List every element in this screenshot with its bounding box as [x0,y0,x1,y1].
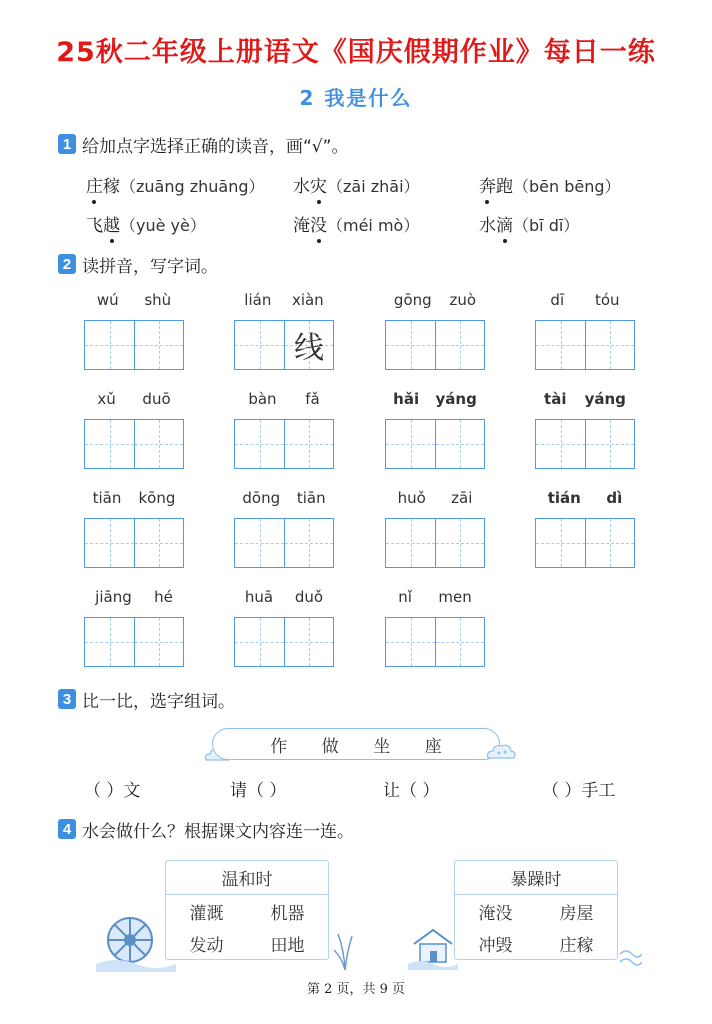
written-character [436,321,484,369]
question-2-header [58,253,218,275]
written-character [586,519,634,567]
pinyin-syllable: fǎ [305,390,320,408]
written-character [386,420,435,468]
written-character [235,519,284,567]
pinyin-syllable: nǐ [398,588,412,606]
written-character [436,618,484,666]
fill-blank-item[interactable]: 让（ ） [383,781,440,801]
written-character [135,618,183,666]
tian-zi-grid [84,518,184,568]
board-title: 温和时 [166,861,328,895]
match-item[interactable]: 灌溉 [189,903,224,924]
item-pinyin-options: （yuè yè） [120,216,206,235]
tian-zi-grid [535,518,635,568]
match-item[interactable]: 房屋 [559,903,594,924]
match-item[interactable]: 淹没 [478,903,513,924]
question-instruction: 读拼音，写字词。 [82,256,218,277]
pinyin-syllable: lián [244,291,272,309]
item-word: 飞越 [86,216,120,236]
character-options-banner [212,728,500,760]
option-char: 坐 [373,736,391,757]
option-char: 做 [321,736,339,757]
pinyin-syllable: dì [606,489,623,507]
fill-blank-item[interactable]: （ ）文 [84,781,141,801]
written-character [85,420,134,468]
writing-cell [234,390,334,469]
character-box[interactable] [235,321,284,369]
writing-cell [385,489,485,568]
pinyin-syllable: xiàn [291,291,324,309]
pinyin-syllable: men [438,588,472,606]
character-box[interactable] [435,519,484,567]
question-instruction: 给加点字选择正确的读音，画“√”。 [82,136,349,157]
written-character [135,519,183,567]
gentle-water-board [165,860,329,960]
character-box[interactable] [435,321,484,369]
written-character [586,321,634,369]
pinyin-row [535,291,635,311]
reed-plant-icon [330,930,360,970]
writing-cell [84,489,184,568]
character-box[interactable] [536,420,585,468]
tian-zi-grid [535,320,635,370]
emphasis-dot [317,239,321,243]
character-box[interactable] [85,618,134,666]
pinyin-syllable: tiān [296,489,326,507]
character-box[interactable] [386,420,435,468]
character-box[interactable] [536,321,585,369]
question-number-badge: 2 [58,254,76,274]
item-pinyin-options: （méi mò） [327,216,420,235]
emphasis-dot [485,200,489,204]
character-box[interactable] [235,420,284,468]
pinyin-syllable: huǒ [397,489,426,507]
pinyin-row [84,489,184,509]
question-4-header [58,818,354,840]
pinyin-syllable: wú [96,291,119,309]
question-instruction: 比一比，选字组词。 [82,691,235,712]
pinyin-syllable: zāi [451,489,473,507]
option-char: 座 [424,736,442,757]
pinyin-syllable: dī [550,291,565,309]
written-character [85,519,134,567]
character-box[interactable] [435,618,484,666]
character-box[interactable] [85,519,134,567]
pinyin-syllable: tiān [92,489,122,507]
emphasis-dot [503,239,507,243]
item-pinyin-options: （bī dī） [513,216,580,235]
written-character [135,321,183,369]
character-box[interactable] [284,618,333,666]
pinyin-syllable: tián [547,489,581,507]
question-number-badge: 3 [58,689,76,709]
cloud-decoration-icon [484,740,518,764]
fill-blank-item[interactable]: 请（ ） [230,781,287,801]
written-character [285,519,333,567]
writing-cell [385,291,485,370]
character-box[interactable] [386,618,435,666]
match-item[interactable]: 机器 [270,903,305,924]
character-box[interactable] [235,618,284,666]
writing-cell [385,588,485,667]
match-item[interactable]: 庄稼 [559,935,594,956]
pronunciation-item[interactable] [479,172,621,197]
character-box[interactable] [435,420,484,468]
tian-zi-grid [84,320,184,370]
written-character [386,618,435,666]
tian-zi-grid [234,518,334,568]
pinyin-row [234,489,334,509]
pronunciation-item[interactable] [86,211,206,236]
pinyin-syllable: gōng [393,291,432,309]
item-pinyin-options: （zāi zhāi） [327,177,420,196]
written-character: 线 [294,331,324,366]
writing-cell [84,291,184,370]
character-box[interactable] [85,420,134,468]
pinyin-syllable: duō [142,390,171,408]
tian-zi-grid [234,320,334,370]
written-character [85,618,134,666]
written-character [536,321,585,369]
item-pinyin-options: （bēn bēng） [513,177,621,196]
tian-zi-grid [234,419,334,469]
writing-cell [84,390,184,469]
pinyin-row [84,588,184,608]
character-box[interactable] [134,618,183,666]
pinyin-syllable: tài [544,390,567,408]
question-number-badge: 4 [58,819,76,839]
pinyin-syllable: kōng [138,489,176,507]
tian-zi-grid [385,518,485,568]
pronunciation-item[interactable] [479,211,579,236]
pinyin-syllable: jiāng [95,588,132,606]
pinyin-row [84,291,184,311]
character-box[interactable] [386,321,435,369]
writing-cell [385,390,485,469]
pinyin-syllable: xǔ [97,390,116,408]
writing-cell [535,291,635,370]
pinyin-syllable: huā [244,588,274,606]
pinyin-row [385,489,485,509]
written-character [436,420,484,468]
wave-decoration-icon [618,928,642,968]
violent-water-board [454,860,618,960]
question-1-header [58,133,348,155]
pinyin-row [385,390,485,410]
pronunciation-item[interactable] [293,211,419,236]
item-word: 奔跑 [479,177,513,197]
written-character [436,519,484,567]
character-box[interactable] [134,519,183,567]
written-character [235,420,284,468]
character-box[interactable] [585,321,634,369]
tian-zi-grid [234,617,334,667]
pinyin-syllable: dōng [242,489,281,507]
written-character [85,321,134,369]
match-item[interactable]: 冲毁 [478,935,513,956]
character-box[interactable] [585,519,634,567]
option-char: 作 [270,736,288,757]
writing-cell [234,489,334,568]
item-pinyin-options: （zuāng zhuāng） [120,177,265,196]
pinyin-row [535,390,635,410]
pinyin-syllable: zuò [449,291,477,309]
match-item[interactable]: 发动 [189,935,224,956]
written-character [285,420,333,468]
written-character [586,420,634,468]
written-character [135,420,183,468]
written-character [536,420,585,468]
item-word: 庄稼 [86,177,120,197]
emphasis-dot [317,200,321,204]
written-character [235,321,284,369]
match-item[interactable]: 田地 [270,935,305,956]
character-box[interactable] [284,321,333,369]
written-character [536,519,585,567]
item-word: 淹没 [293,216,327,236]
tian-zi-grid [385,419,485,469]
character-box[interactable] [134,321,183,369]
pronunciation-item[interactable] [293,172,420,197]
character-box[interactable] [284,519,333,567]
character-box[interactable] [585,420,634,468]
pinyin-syllable: yáng [584,390,626,408]
pinyin-syllable: hé [154,588,173,606]
tian-zi-grid [84,617,184,667]
character-box[interactable] [235,519,284,567]
written-character [235,618,284,666]
fill-blank-item[interactable]: （ ）手工 [542,781,616,801]
pinyin-syllable: yáng [435,390,477,408]
character-box[interactable] [386,519,435,567]
page-footer: 第 2 页，共 9 页 [306,982,406,997]
pinyin-syllable: hǎi [393,390,420,408]
pronunciation-item[interactable] [86,172,265,197]
tian-zi-grid [385,617,485,667]
emphasis-dot [110,239,114,243]
writing-cell [535,489,635,568]
page-title: 25秋二年级上册语文《国庆假期作业》每日一练 [56,37,656,68]
item-word: 水灾 [293,177,327,197]
pinyin-syllable: duǒ [294,588,324,606]
lesson-title: 2 我是什么 [299,86,413,110]
pinyin-row [234,291,334,311]
character-box[interactable] [134,420,183,468]
pinyin-syllable: tóu [594,291,620,309]
pinyin-row [535,489,635,509]
tian-zi-grid [385,320,485,370]
house-icon [408,922,458,970]
writing-cell [234,588,334,667]
pinyin-row [385,588,485,608]
character-box[interactable] [536,519,585,567]
written-character [386,519,435,567]
character-box[interactable] [284,420,333,468]
question-instruction: 水会做什么？根据课文内容连一连。 [82,821,354,842]
written-character [386,321,435,369]
item-word: 水滴 [479,216,513,236]
water-wheel-icon [96,910,176,972]
character-box[interactable] [85,321,134,369]
tian-zi-grid [84,419,184,469]
written-character [285,618,333,666]
pinyin-row [84,390,184,410]
pinyin-row [385,291,485,311]
writing-cell [535,390,635,469]
pinyin-row [234,588,334,608]
tian-zi-grid [535,419,635,469]
question-3-header [58,688,235,710]
board-title: 暴躁时 [455,861,617,895]
pinyin-syllable: bàn [248,390,277,408]
pinyin-row [234,390,334,410]
writing-cell [234,291,334,370]
question-number-badge: 1 [58,134,76,154]
writing-cell [84,588,184,667]
emphasis-dot [92,200,96,204]
pinyin-syllable: shù [144,291,172,309]
